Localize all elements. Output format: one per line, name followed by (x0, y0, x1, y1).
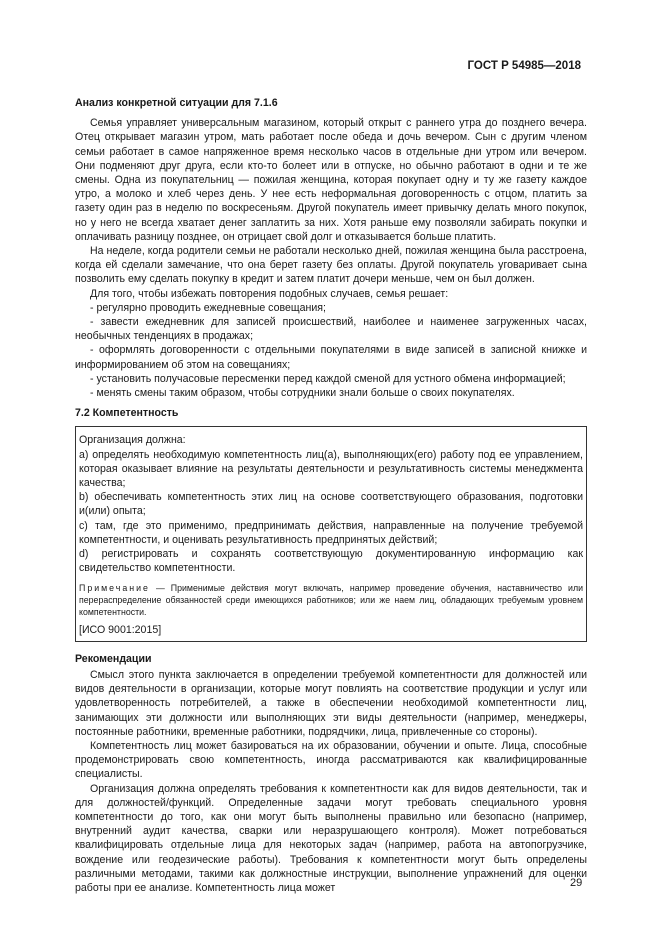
paragraph: Смысл этого пункта заключается в определении требуемой компетентности для должностей или видов деятельности в организации, которые могут повлиять на соответствие продукции и услуг или удовлетворенность потребителей, а также в обеспечении необходимой компетентности лиц, занимающих эти должности или выполняющих эти виды деятельности (например, менеджеры, постоянные работники, временные работники, подрядчики, лица, привлеченные со стороны). (75, 668, 587, 738)
box-paragraph: Организация должна: (79, 434, 186, 447)
paragraph: Семья управляет универсальным магазином, который открыт с раннего утра до позднего вечера. Отец открывает магазин утром, мать работает после обеда и дочь вечером. Сын с другим членом семьи работает в самое напряженное время несколько часов в отдельные дни утром или вечером. Они подменяют друг друга, если кто-то болеет или в отпуске, но обычно работают в одни и те же смены. Одна из покупательниц — пожилая женщина, которая покупает одну и ту же газету каждое утро, а молоко и хлеб через день. У нее есть неформальная договоренность с отцом, платить за газету один раз в неделю по воскресеньям. Другой покупатель имеет привычку делать много покупок, но у него не всегда хватает денег заплатить за них. Хотя раньше ему позволяли забирать покупки и оплачивать разницу позднее, он отрицает свой долг и отказывается больше платить. (75, 117, 587, 243)
list-item: - завести ежедневник для записей происшествий, наиболее и наименее загруженных часах, необычных тенденциях в продажах; (75, 316, 587, 343)
note-label: Примечание (79, 582, 150, 593)
paragraph: На неделе, когда родители семьи не работали несколько дней, пожилая женщина была расстроена, когда ей сделали замечание, что она берет газету без оплаты. Другой покупатель уговаривает сына позволить ему сделать покупку в кредит и затем платит дочери меньше, чем он был должен. (75, 245, 587, 286)
box-paragraph: a) определять необходимую компетентность лиц(а), выполняющих(его) работу под ее управлением, которая оказывает влияние на результаты деятельности и результативность системы менеджмента качества; (79, 448, 583, 490)
page-number: 29 (570, 877, 583, 889)
paragraph: Компетентность лиц может базироваться на их образовании, обучении и опыте. Лица, способные продемонстрировать свою компетентность, иногда рассматриваются как квалифицированные специалисты. (75, 739, 587, 781)
list-item: - регулярно проводить ежедневные совещания; (90, 301, 326, 314)
box-paragraph: c) там, где это применимо, предпринимать действия, направленные на получение требуемой компетентности, и оценивать результативность предпринятых действий; (79, 519, 583, 546)
note-text: — Применимые действия могут включать, например проведение обучения, наставничество или перераспределение обязанностей среди имеющихся работников; или же наем лиц, обладающих требуемым уровнем компетентности. (79, 582, 583, 617)
paragraph: Организация должна определять требования к компетентности как для видов деятельности, так и для должностей/функций. Определенные задачи могут требовать специального уровня компетентности до того, как они могут быть выполнены правильно или безопасно (например, внутренний аудит качества, сварки или неразрушающего контроля). Может потребоваться квалифицировать отдельные лица для некоторых задач (например, работа на автопогрузчике, вождение или геодезические работы). Требования к компетентности могут быть определены различными методами, такими как должностные инструкции, выполнение упражнений для оценки работы при ее анализе. Компетентность лица может (75, 782, 587, 894)
page-content (75, 96, 587, 895)
box-paragraph: d) регистрировать и сохранять соответствующую документированную информацию как свидетельство компетентности. (79, 548, 583, 575)
list-item: - установить получасовые пересменки перед каждой сменой для устного обмена информацией; (90, 372, 566, 385)
list-item: - оформлять договоренности с отдельными покупателями в виде записей в записной книжке и информированием об этом на совещаниях; (75, 344, 587, 371)
requirement-box (75, 426, 587, 641)
section-heading: 7.2 Компетентность (75, 407, 179, 420)
reference: [ИСО 9001:2015] (79, 623, 162, 636)
list-item: - менять смены таким образом, чтобы сотрудники знали больше о своих покупателях. (90, 387, 515, 400)
standard-number: ГОСТ Р 54985—2018 (467, 60, 581, 72)
paragraph: Для того, чтобы избежать повторения подобных случаев, семья решает: (90, 287, 449, 300)
box-paragraph: b) обеспечивать компетентность этих лиц на основе соответствующего образования, подготовки и(или) опыта; (79, 491, 583, 518)
case-study-heading: Анализ конкретной ситуации для 7.1.6 (75, 97, 278, 109)
recommendations-heading: Рекомендации (75, 652, 152, 665)
note (79, 582, 583, 618)
